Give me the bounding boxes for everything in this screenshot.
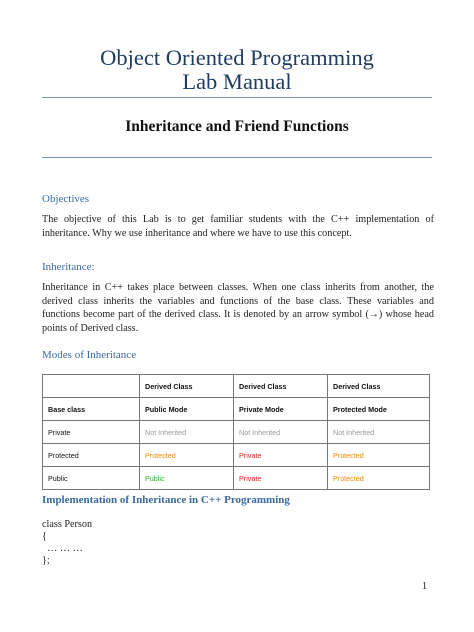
table-header-cell: Base class bbox=[43, 398, 140, 421]
table-header-cell: Derived Class bbox=[140, 375, 234, 398]
table-row-label: Public bbox=[43, 467, 140, 490]
document-title-line2: Lab Manual bbox=[182, 69, 292, 94]
table-row-label: Protected bbox=[43, 444, 140, 467]
inheritance-paragraph bbox=[42, 281, 434, 335]
code-line: { bbox=[42, 531, 47, 542]
inheritance-heading: Inheritance: bbox=[42, 261, 95, 273]
table-cell: Public bbox=[140, 467, 234, 490]
table-cell: Protected bbox=[328, 467, 430, 490]
table-cell: Not Inherited bbox=[140, 421, 234, 444]
code-line: class Person bbox=[42, 519, 93, 530]
inheritance-text-before: Inheritance in C++ takes place between classes. When one class inherits from another, the derived class inherits the variables and functions of the base class. These variables and functions become part of the derived class. It is denoted by an arrow symbol ( bbox=[42, 282, 434, 320]
table-row bbox=[43, 467, 430, 490]
document-title-line1: Object Oriented Programming bbox=[100, 45, 374, 70]
table-row-label: Private bbox=[43, 421, 140, 444]
implementation-heading: Implementation of Inheritance in C++ Programming bbox=[42, 494, 290, 506]
table-cell: Private bbox=[234, 467, 328, 490]
code-line: }; bbox=[42, 555, 50, 566]
table-row bbox=[43, 421, 430, 444]
arrow-symbol-icon: → bbox=[368, 309, 379, 320]
inheritance-text-after: ) whose head points of Derived class. bbox=[42, 309, 434, 334]
table-header-cell: Protected Mode bbox=[328, 398, 430, 421]
table-header-cell: Private Mode bbox=[234, 398, 328, 421]
table-cell: Not Inherited bbox=[234, 421, 328, 444]
subtitle-divider bbox=[42, 157, 432, 158]
code-line: … … … bbox=[42, 543, 83, 554]
modes-table bbox=[42, 374, 430, 490]
table-row bbox=[43, 444, 430, 467]
modes-heading: Modes of Inheritance bbox=[42, 349, 137, 361]
document-subtitle: Inheritance and Friend Functions bbox=[125, 118, 349, 135]
title-divider bbox=[42, 97, 432, 98]
table-header-row bbox=[43, 375, 430, 398]
table-header-row bbox=[43, 398, 430, 421]
page-number: 1 bbox=[422, 581, 427, 592]
table-header-cell: Public Mode bbox=[140, 398, 234, 421]
table-header-cell bbox=[43, 375, 140, 398]
table-cell: Protected bbox=[140, 444, 234, 467]
table-cell: Protected bbox=[328, 444, 430, 467]
table-header-cell: Derived Class bbox=[234, 375, 328, 398]
objectives-heading: Objectives bbox=[42, 193, 90, 205]
table-cell: Not Inherited bbox=[328, 421, 430, 444]
objectives-paragraph: The objective of this Lab is to get familiar students with the C++ implementation of inheritance. Why we use inheritance and where we have to use this concept. bbox=[42, 214, 434, 239]
table-header-cell: Derived Class bbox=[328, 375, 430, 398]
table-cell: Private bbox=[234, 444, 328, 467]
